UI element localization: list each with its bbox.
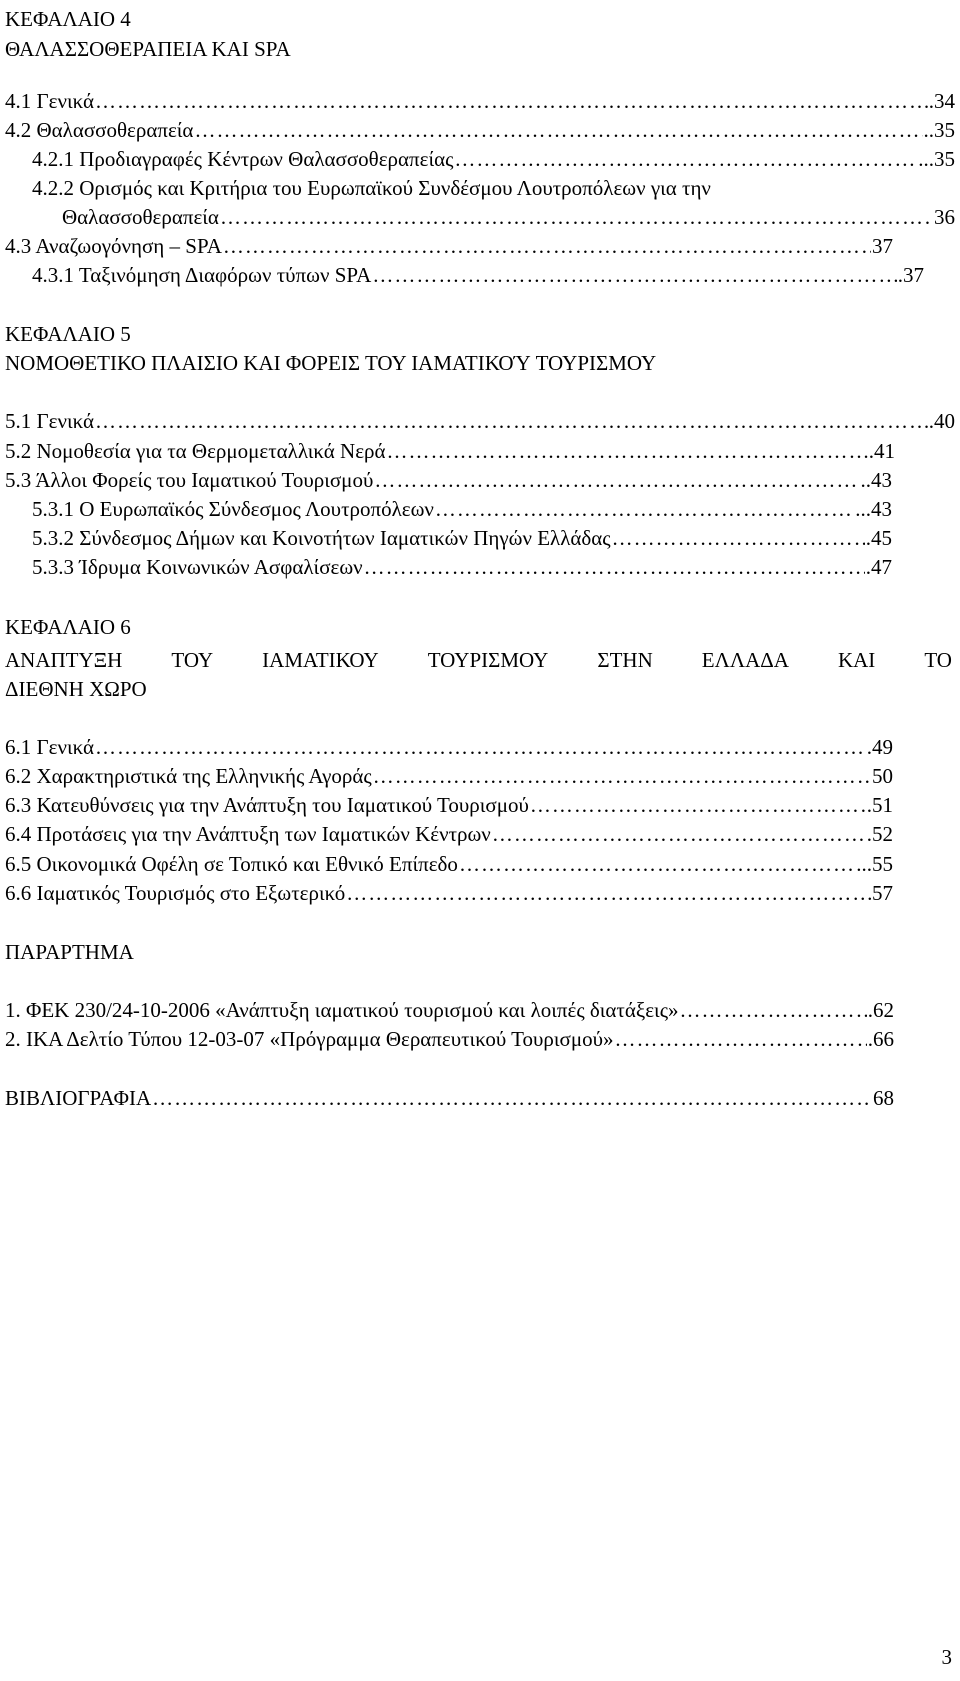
bibliography-entry[interactable] <box>5 1085 894 1111</box>
toc-entry[interactable] <box>5 233 893 259</box>
dot-leader <box>346 880 871 906</box>
dot-leader <box>612 525 865 551</box>
chapter-6-title-word: ΙΑΜΑΤΙΚΟΥ <box>262 648 379 672</box>
toc-entry[interactable] <box>5 880 893 906</box>
toc-entry-title: Θαλασσοθεραπεία <box>62 205 219 229</box>
dot-leader <box>680 997 867 1023</box>
toc-entry[interactable] <box>5 851 893 877</box>
toc-entry-page: .47 <box>865 555 892 579</box>
toc-entry-title: 4.3.1 Ταξινόμηση Διαφόρων τύπων SPA <box>32 263 372 287</box>
toc-entry-title: 5.3.3 Ίδρυμα Κοινωνικών Ασφαλίσεων <box>32 555 363 579</box>
toc-entry[interactable] <box>32 554 892 580</box>
toc-entry-title: 6.1 Γενικά <box>5 735 95 759</box>
dot-leader <box>373 763 871 789</box>
toc-entry-page: .34 <box>928 89 955 113</box>
chapter-6-title-word: ΑΝΑΠΤΥΞΗ <box>5 648 123 672</box>
toc-entry-page: 52 <box>872 822 893 846</box>
chapter-5-label: ΚΕΦΑΛΑΙΟ 5 <box>5 322 131 346</box>
toc-entry-page: 37 <box>872 234 893 258</box>
toc-entry-page: 57 <box>872 881 893 905</box>
chapter-6-title-word: ΤΟΥ <box>171 648 214 672</box>
toc-entry-page: ...55 <box>856 852 893 876</box>
dot-leader <box>95 408 928 434</box>
toc-entry[interactable] <box>5 408 955 434</box>
toc-entry-page: .51 <box>866 793 893 817</box>
toc-entry-title: 4.2 Θαλασσοθεραπεία <box>5 118 194 142</box>
toc-entry[interactable] <box>5 763 893 789</box>
dot-leader <box>454 146 917 172</box>
chapter-6-title-line-2: ΔΙΕΘΝΗ ΧΩΡΟ <box>5 677 147 701</box>
toc-entry-title: 6.2 Χαρακτηριστικά της Ελληνικής Αγοράς <box>5 764 372 788</box>
chapter-4-title: ΘΑΛΑΣΣΟΘΕΡΑΠΕΙΑ ΚΑΙ SPA <box>5 37 291 61</box>
chapter-6-title-word: ΚΑΙ <box>837 648 876 672</box>
toc-entry-page: .40 <box>928 409 955 433</box>
chapter-6-title <box>5 647 952 673</box>
toc-entry-page: 36 <box>934 205 955 229</box>
dot-leader <box>220 204 933 230</box>
dot-leader <box>194 117 922 143</box>
bibliography-page: 68 <box>873 1086 894 1110</box>
toc-entry[interactable] <box>5 997 894 1023</box>
toc-entry-title: 5.3.2 Σύνδεσμος Δήμων και Κοινοτήτων Ιαματικών Πηγών Ελλάδας <box>32 526 611 550</box>
chapter-6-label: ΚΕΦΑΛΑΙΟ 6 <box>5 615 131 639</box>
dot-leader <box>435 496 854 522</box>
toc-entry-title: 5.3.1 Ο Ευρωπαϊκός Σύνδεσμος Λουτροπόλεων <box>32 497 434 521</box>
toc-entry-page: .45 <box>865 526 892 550</box>
toc-entry-title: 4.2.1 Προδιαγραφές Κέντρων Θαλασσοθεραπείας <box>32 147 454 171</box>
toc-entry-page: 50 <box>872 764 893 788</box>
dot-leader <box>372 262 896 288</box>
chapter-6-title-word: ΤΟΥΡΙΣΜΟΥ <box>427 648 549 672</box>
bibliography-title: ΒΙΒΛΙΟΓΡΑΦΙΑ <box>5 1086 152 1110</box>
chapter-6-title-word: ΤΟ <box>924 648 952 672</box>
toc-entry-title[interactable]: 4.2.2 Ορισμός και Κριτήρια του Ευρωπαϊκού Συνδέσμου Λουτροπόλεων για την <box>32 176 711 200</box>
toc-entry-title: 6.5 Οικονομικά Οφέλη σε Τοπικό και Εθνικό Επίπεδο <box>5 852 458 876</box>
dot-leader <box>387 438 868 464</box>
toc-entry-page: ..43 <box>860 468 892 492</box>
toc-entry-page: .66 <box>867 1027 894 1051</box>
toc-entry[interactable] <box>5 117 955 143</box>
dot-leader <box>614 1026 866 1052</box>
toc-entry-title: 1. ΦΕΚ 230/24-10-2006 «Ανάπτυξη ιαματικού τουρισμού και λοιπές διατάξεις» <box>5 998 679 1022</box>
toc-entry[interactable] <box>32 146 955 172</box>
toc-entry-title: 6.4 Προτάσεις για την Ανάπτυξη των Ιαματικών Κέντρων <box>5 822 491 846</box>
toc-entry[interactable] <box>5 821 893 847</box>
dot-leader <box>492 821 871 847</box>
toc-entry[interactable] <box>62 204 955 230</box>
chapter-5-title: ΝΟΜΟΘΕΤΙΚΟ ΠΛΑΙΣΙΟ ΚΑΙ ΦΟΡΕΙΣ ΤΟΥ ΙΑΜΑΤΙΚΟΎ ΤΟΥΡΙΣΜΟΥ <box>5 351 657 375</box>
dot-leader <box>152 1085 872 1111</box>
toc-entry[interactable] <box>32 496 892 522</box>
dot-leader <box>530 792 866 818</box>
toc-entry[interactable] <box>5 438 895 464</box>
toc-entry-page: ..35 <box>923 118 955 142</box>
toc-entry[interactable] <box>5 88 955 114</box>
toc-entry-title: 4.3 Αναζωογόνηση – SPA <box>5 234 222 258</box>
dot-leader <box>374 467 859 493</box>
toc-entry-title: 5.1 Γενικά <box>5 409 95 433</box>
toc-entry-page: .49 <box>866 735 893 759</box>
chapter-6-title-word: ΕΛΛΑΔΑ <box>701 648 789 672</box>
chapter-4-label: ΚΕΦΑΛΑΙΟ 4 <box>5 7 131 31</box>
toc-entry-title: 2. ΙΚΑ Δελτίο Τύπου 12-03-07 «Πρόγραμμα Θεραπευτικού Τουρισμού» <box>5 1027 614 1051</box>
toc-entry-title: 4.1 Γενικά <box>5 89 95 113</box>
dot-leader <box>95 88 928 114</box>
toc-entry[interactable] <box>5 792 893 818</box>
toc-entry-title: 5.2 Νομοθεσία για τα Θερμομεταλλικά Νερά <box>5 439 386 463</box>
dot-leader <box>95 734 866 760</box>
toc-entry[interactable] <box>5 467 892 493</box>
toc-entry-title: 5.3 Άλλοι Φορείς του Ιαματικού Τουρισμού <box>5 468 374 492</box>
dot-leader <box>459 851 855 877</box>
toc-entry-page: ...35 <box>918 147 955 171</box>
chapter-6-title-word: ΣΤΗΝ <box>597 648 653 672</box>
page-number: 3 <box>941 1645 952 1669</box>
appendix-heading: ΠΑΡΑΡΤΗΜΑ <box>5 940 134 964</box>
toc-entry-page: .41 <box>868 439 895 463</box>
toc-entry-page: .62 <box>867 998 894 1022</box>
dot-leader <box>223 233 871 259</box>
toc-entry[interactable] <box>32 262 924 288</box>
toc-entry-title: 6.3 Κατευθύνσεις για την Ανάπτυξη του Ιαματικού Τουρισμού <box>5 793 529 817</box>
toc-entry[interactable] <box>5 734 893 760</box>
toc-entry[interactable] <box>32 525 892 551</box>
dot-leader <box>364 554 865 580</box>
toc-entry-title: 6.6 Ιαματικός Τουρισμός στο Εξωτερικό <box>5 881 346 905</box>
toc-entry[interactable] <box>5 1026 894 1052</box>
toc-entry-page: ...43 <box>855 497 892 521</box>
toc-entry-page: .37 <box>897 263 924 287</box>
